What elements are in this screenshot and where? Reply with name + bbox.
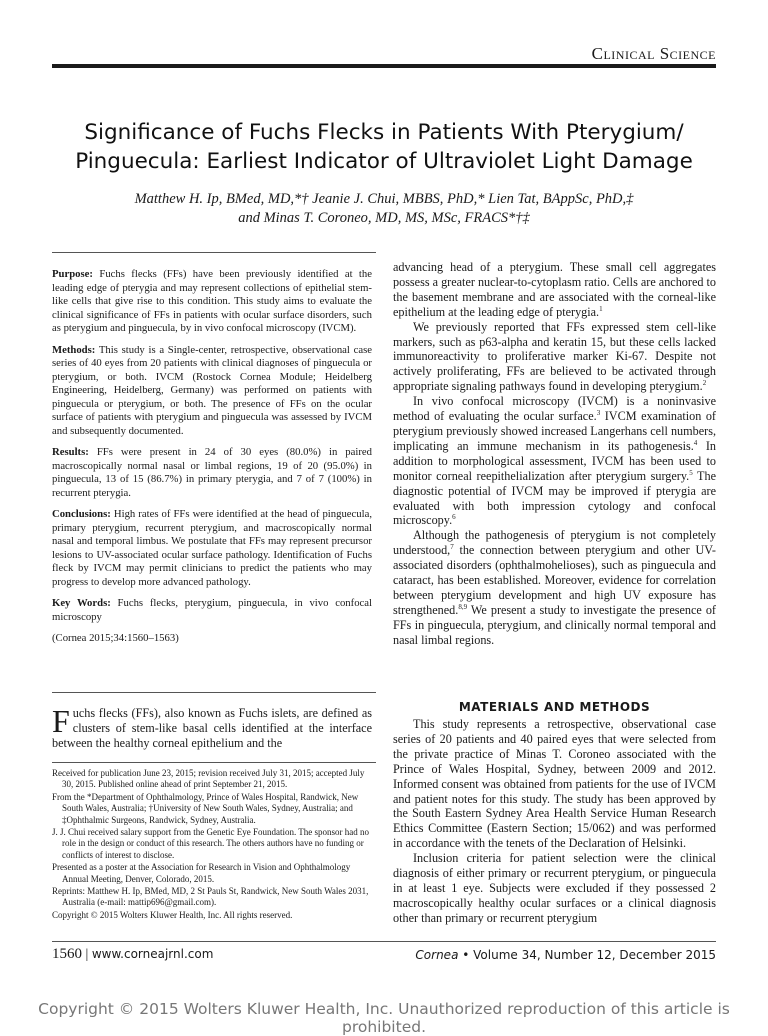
journal-name: Cornea — [415, 948, 459, 962]
abstract-purpose — [52, 268, 372, 336]
reference-marker: 4 — [693, 438, 698, 447]
footnote-copyright: Copyright © 2015 Wolters Kluwer Health, Inc. All rights reserved. — [52, 909, 293, 920]
folio-separator: | — [85, 947, 89, 962]
footnote-presented: Presented as a poster at the Association for Research in Vision and Ophthalmology Annual Meeting, Denver, Colorado, 2015. — [52, 862, 351, 884]
abstract-citation: (Cornea 2015;34:1560–1563) — [52, 632, 179, 644]
introduction — [52, 703, 372, 751]
body-paragraph — [393, 394, 716, 528]
methods-body — [393, 717, 716, 926]
purpose-label: Purpose: — [52, 268, 93, 280]
drop-cap: F — [52, 703, 70, 739]
abstract — [52, 268, 372, 654]
abstract-bottom-rule — [52, 692, 376, 693]
copyright-banner: Copyright © 2015 Wolters Kluwer Health, Inc. Unauthorized reproduction of this article is prohibited. — [38, 1000, 730, 1036]
page-number: 1560 — [52, 946, 82, 962]
abstract-keywords — [52, 597, 372, 624]
body-paragraph — [393, 528, 716, 647]
conclusions-label: Conclusions: — [52, 508, 111, 520]
right-column-body — [393, 260, 716, 648]
reference-marker: 1 — [599, 304, 603, 313]
body-text: We previously reported that FFs expressed stem cell-like markers, such as p63-alpha and keratin 15, but these cells lacked immunoreactivity to proliferative marker Ki-67. Despite not actively proliferating, FFs are believed to be activated through appropriate signaling pathways found in developing pterygium. — [393, 319, 716, 394]
keywords-text: Fuchs flecks, pterygium, pinguecula, in vivo confocal microscopy — [52, 597, 372, 623]
keywords-label: Key Words: — [52, 597, 111, 609]
abstract-methods — [52, 344, 372, 439]
footnote-received: Received for publication June 23, 2015; revision received July 31, 2015; accepted July 30, 2015. Published online ahead of print September 21, 2015. — [52, 768, 365, 790]
results-label: Results: — [52, 446, 89, 458]
footnotes — [52, 768, 372, 922]
results-text: FFs were present in 24 of 30 eyes (80.0%) in paired macroscopically normal nasal or limbal regions, 19 of 20 (95.0%) in pinguecula, 13 of 15 (86.7%) in primary pterygia, and 7 of 7 (100%) in recurrent pterygia. — [52, 446, 373, 499]
body-paragraph: This study represents a retrospective, observational case series of 20 patients and 40 paired eyes that were selected from the private practice of Minas T. Coroneo associated with the Prince of Wales Hospital, Sydney, between 2009 and 2012. Informed consent was obtained from patients for the use of IVCM and patient notes for this study. The study has been approved by the South Eastern Sydney Area Health Service Human Research Ethics Committee (Eastern Section; 15/062) and was performed in accordance with the tenets of the Declaration of Helsinki. — [393, 717, 716, 851]
reference-marker: 6 — [452, 513, 456, 522]
author-line-1: Matthew H. Ip, BMed, MD,*† Jeanie J. Chui, MBBS, PhD,* Lien Tat, BAppSc, PhD,‡ — [134, 191, 634, 207]
folio-bullet: • — [462, 948, 470, 962]
reference-marker: 7 — [450, 543, 454, 552]
reference-marker: 8,9 — [458, 602, 468, 611]
methods-text: This study is a Single-center, retrospective, observational case series of 40 eyes from 20 patients with clinical diagnoses of pinguecula or pterygium, or both. IVCM (Rostock Cornea Module; Heidelberg Engineering, Heidelberg, Germany) was performed on patients with pinguecula or pterygium, or both. The presence of FFs on the ocular surface of patients with pterygium and pinguecula was assessed by IVCM and subsequently documented. — [52, 343, 372, 437]
body-text: Although the pathogenesis of pterygium is not completely understood, — [393, 528, 716, 558]
body-text: the connection between pterygium and other UV-associated disorders (ophthalmohelioses), such as pinguecula and cataract, has been established. Moreover, evidence for correlation between pterygium development and high UV exposure has strengthened. — [393, 543, 716, 617]
footnote-reprints: Reprints: Matthew H. Ip, BMed, MD, 2 St Pauls St, Randwick, New South Wales 2031, Australia (e-mail: mattip696@gmail.com). — [52, 886, 369, 908]
body-text: IVCM examination of pterygium previously showed increased Langerhans cell numbers, implicating an immune mechanism in its pathogenesis. — [393, 409, 716, 453]
reference-marker: 3 — [596, 409, 601, 417]
reference-marker: 5 — [689, 468, 693, 477]
body-paragraph: Inclusion criteria for patient selection were the clinical diagnosis of either primary or recurrent pterygium, or pinguecula in at least 1 eye. Subjects were excluded if they possessed 2 macroscopically healthy ocular surfaces or a clinical diagnosis other than primary or recurrent pterygium — [393, 851, 716, 925]
footnote-rule — [52, 762, 376, 763]
footer-rule — [52, 941, 716, 942]
abstract-top-rule — [52, 252, 376, 253]
body-text: We present a study to investigate the presence of FFs in pinguecula, pterygium, and clinically normal temporal and nasal limbal regions. — [393, 602, 716, 647]
body-text: In addition to morphological assessment, IVCM has been used to monitor corneal reepithelialization after pterygium surgery. — [393, 438, 716, 483]
footnote-funding: J. J. Chui received salary support from the Genetic Eye Foundation. The sponsor had no role in the design or conduct of this research. The others authors have no funding or conflicts of interest to disclose. — [52, 827, 370, 860]
author-list — [52, 190, 716, 228]
article-title: Significance of Fuchs Flecks in Patients With Pterygium/ Pinguecula: Earliest Indicator of Ultraviolet Light Damage — [75, 120, 693, 174]
purpose-text: Fuchs flecks (FFs) have been previously identified at the leading edge of pterygia and may represent collections of epithelial stem-like cells that give rise to this condition. This study aims to evaluate the clinical significance of FFs in patients with ocular surface disorders, such as pterygium and pinguecula, by in vivo confocal microscopy (IVCM). — [52, 268, 372, 334]
section-header: Clinical Science — [591, 44, 716, 63]
abstract-conclusions — [52, 508, 372, 589]
issue-info: Volume 34, Number 12, December 2015 — [473, 948, 716, 962]
body-paragraph — [393, 320, 716, 395]
folio-right — [415, 948, 716, 962]
abstract-results — [52, 446, 372, 500]
reference-marker: 2 — [702, 379, 707, 388]
header-rule — [52, 64, 716, 68]
intro-text: uchs flecks (FFs), also known as Fuchs islets, are defined as clusters of stem-like basal cells identified at the interface between the healthy corneal epithelium and the — [52, 706, 372, 750]
body-text: The diagnostic potential of IVCM may be improved if pterygia are evaluated with both impression cytology and confocal microscopy. — [393, 468, 717, 528]
body-text: In vivo confocal microscopy (IVCM) is a noninvasive method of evaluating the ocular surface. — [393, 394, 716, 424]
body-paragraph — [393, 260, 716, 320]
section-heading-methods: MATERIALS AND METHODS — [458, 700, 651, 714]
folio-left — [52, 946, 213, 963]
journal-url-link[interactable]: www.corneajrnl.com — [91, 947, 214, 961]
methods-label: Methods: — [52, 343, 96, 356]
body-text: advancing head of a pterygium. These small cell aggregates possess a greater nuclear-to-cytoplasm ratio. Cells are anchored to the basement membrane and are associated with the corneal-like epithelium at the leading edge of pterygia. — [393, 260, 716, 319]
footnote-affiliations: From the *Department of Ophthalmology, Prince of Wales Hospital, Randwick, New South Wales, Australia; †University of New South Wales, Sydney, Australia; and ‡Ophthalmic Surgeons, Randwick, Sydney, Australia. — [52, 791, 359, 825]
conclusions-text: High rates of FFs were identified at the head of pinguecula, primary pterygium, recurrent pterygium, and macroscopically normal nasal and temporal limbus. We postulate that FFs may represent precursor lesions to UV-associated ocular surface pathology. Identification of Fuchs fleck by IVCM may permit clinicians to predict the patients who may progress to develop more advanced pathology. — [52, 508, 372, 588]
author-line-2: and Minas T. Coroneo, MD, MS, MSc, FRACS*†‡ — [238, 210, 530, 226]
